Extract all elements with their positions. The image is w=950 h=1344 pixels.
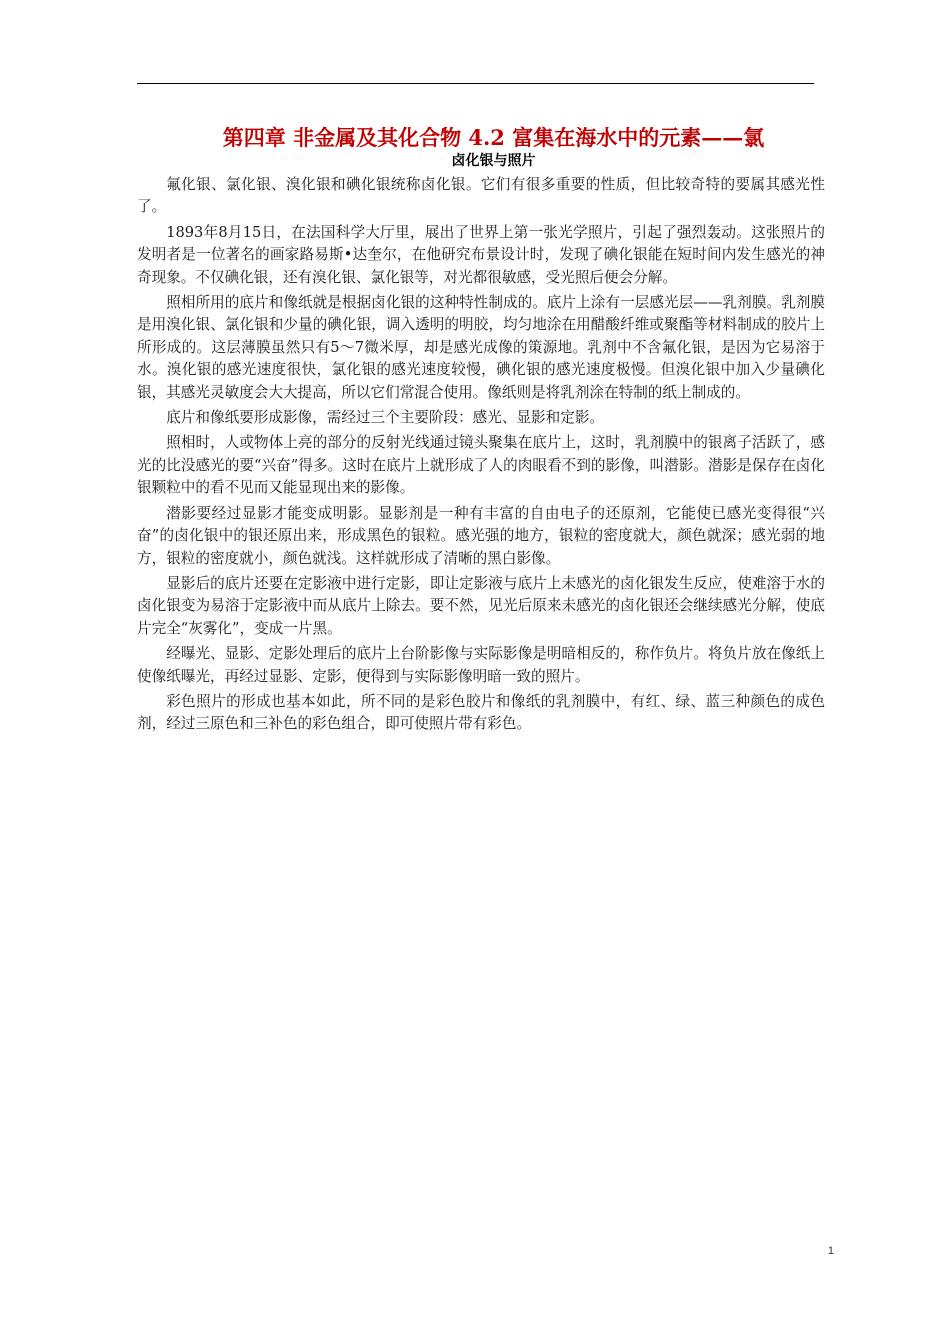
paragraph: 1893年8月15日，在法国科学大厅里，展出了世界上第一张光学照片，引起了强烈轰动。这张照片的发明者是一位著名的画家路易斯•达奎尔，在他研究布景设计时，发现了碘化银能在短时间内发生感光的神奇现象。不仅碘化银，还有溴化银、氯化银等，对光都很敏感，受光照后便会分解。	[137, 223, 825, 286]
paragraph: 底片和像纸要形成影像，需经过三个主要阶段：感光、显影和定影。	[166, 409, 605, 427]
paragraph: 照相所用的底片和像纸就是根据卤化银的这种特性制成的。底片上涂有一层感光层——乳剂膜。乳剂膜是用溴化银、氯化银和少量的碘化银，调入透明的明胶，均匀地涂在用醋酸纤维或聚酯等材料制成的胶片上所形成的。这层薄膜虽然只有5～7微米厚，却是感光成像的策源地。乳剂中不含氟化银，是因为它易溶于水。溴化银的感光速度很快，氯化银的感光速度较慢，碘化银的感光速度极慢。但溴化银中加入少量碘化银，其感光灵敏度会大大提高，所以它们常混合使用。像纸则是将乳剂涂在特制的纸上制成的。	[137, 294, 825, 401]
paragraph: 彩色照片的形成也基本如此，所不同的是彩色胶片和像纸的乳剂膜中，有红、绿、蓝三种颜色的成色剂，经过三原色和三补色的彩色组合，即可使照片带有彩色。	[137, 692, 825, 733]
paragraph: 经曝光、显影、定影处理后的底片上台阶影像与实际影像是明暗相反的，称作负片。将负片放在像纸上使像纸曝光，再经过显影、定影，便得到与实际影像明暗一致的照片。	[137, 645, 825, 685]
paragraph: 氟化银、氯化银、溴化银和碘化银统称卤化银。它们有很多重要的性质，但比较奇特的要属其感光性了。	[137, 176, 825, 216]
chapter-title: 第四章 非金属及其化合物 4.2 富集在海水中的元素——氯	[222, 125, 765, 150]
page-number: 1	[827, 1245, 834, 1257]
article-body	[137, 174, 825, 739]
header-rule	[137, 83, 814, 84]
paragraph: 潜影要经过显影才能变成明影。显影剂是一种有丰富的自由电子的还原剂，它能使已感光变得很“兴奋”的卤化银中的银还原出来，形成黑色的银粒。感光强的地方，银粒的密度就大，颜色就深；感光弱的地方，银粒的密度就小，颜色就浅。这样就形成了清晰的黑白影像。	[137, 504, 825, 567]
article-subtitle: 卤化银与照片	[451, 153, 536, 169]
paragraph: 显影后的底片还要在定影液中进行定影，即让定影液与底片上未感光的卤化银发生反应，使难溶于水的卤化银变为易溶于定影液中而从底片上除去。要不然，见光后原来未感光的卤化银还会继续感光分解，使底片完全“灰雾化”，变成一片黑。	[137, 574, 825, 637]
paragraph: 照相时，人或物体上亮的部分的反射光线通过镜头聚集在底片上，这时，乳剂膜中的银离子活跃了，感光的比没感光的要“兴奋”得多。这时在底片上就形成了人的肉眼看不到的影像，叫潜影。潜影是保存在卤化银颗粒中的看不见而又能显现出来的影像。	[137, 434, 825, 497]
